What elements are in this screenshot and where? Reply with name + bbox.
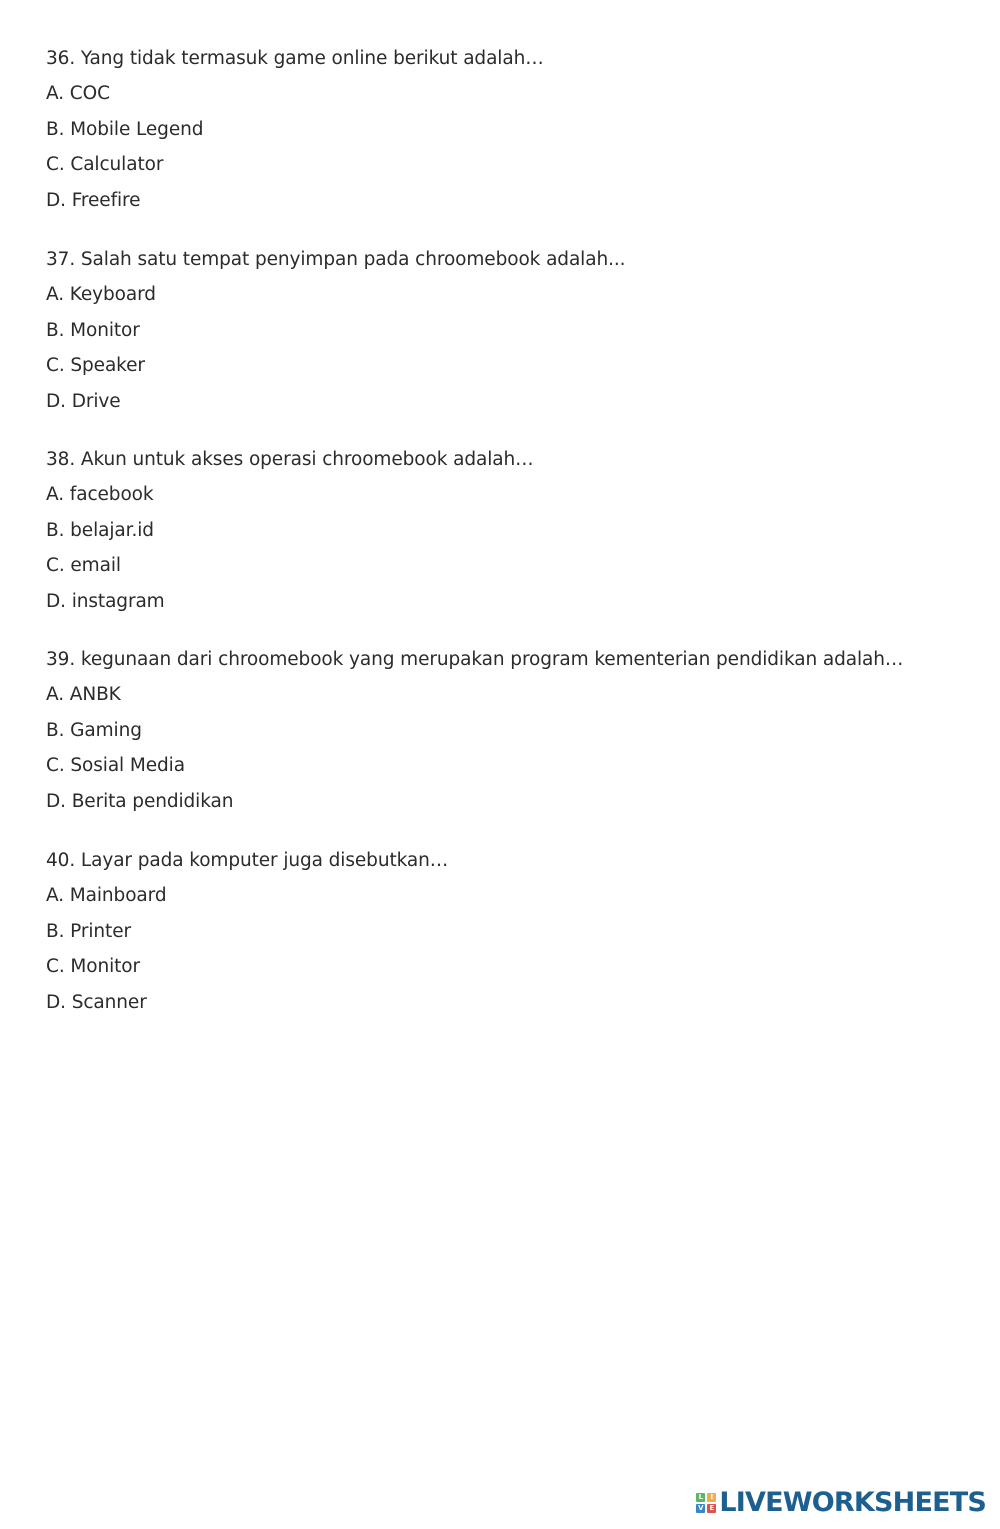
logo-mark-l: L [696, 1493, 705, 1502]
question-text: 40. Layar pada komputer juga disebutkan… [46, 850, 449, 871]
liveworksheets-logo-icon [696, 1493, 716, 1513]
option-a[interactable]: A. ANBK [46, 684, 121, 705]
option-b[interactable]: B. belajar.id [46, 520, 154, 541]
logo-mark-e: E [707, 1504, 716, 1513]
option-a[interactable]: A. facebook [46, 484, 154, 505]
option-b[interactable]: B. Monitor [46, 320, 140, 341]
option-b[interactable]: B. Mobile Legend [46, 119, 204, 140]
option-d[interactable]: D. Scanner [46, 992, 147, 1013]
option-c[interactable]: C. Monitor [46, 956, 141, 977]
logo-text: LIVEWORKSHEETS [719, 1487, 986, 1518]
logo-mark-v: V [698, 1504, 704, 1512]
question-text: 37. Salah satu tempat penyimpan pada chroomebook adalah... [46, 249, 626, 270]
logo-mark-i: I [707, 1493, 716, 1502]
option-c[interactable]: C. Speaker [46, 355, 145, 376]
option-d[interactable]: D. Drive [46, 391, 121, 412]
question-text: 36. Yang tidak termasuk game online berikut adalah… [46, 48, 544, 69]
option-c[interactable]: C. email [46, 555, 121, 576]
liveworksheets-logo [696, 1487, 986, 1519]
option-d[interactable]: D. instagram [46, 591, 165, 612]
option-d[interactable]: D. Berita pendidikan [46, 791, 234, 812]
option-a[interactable]: A. Mainboard [46, 885, 167, 906]
option-c[interactable]: C. Calculator [46, 154, 164, 175]
option-a[interactable]: A. COC [46, 83, 110, 104]
question-text: 39. kegunaan dari chroomebook yang merupakan program kementerian pendidikan adalah… [46, 649, 904, 670]
question-text: 38. Akun untuk akses operasi chroomebook adalah… [46, 449, 534, 470]
option-b[interactable]: B. Gaming [46, 720, 142, 741]
option-c[interactable]: C. Sosial Media [46, 755, 185, 776]
option-d[interactable]: D. Freefire [46, 190, 141, 211]
option-a[interactable]: A. Keyboard [46, 284, 156, 305]
option-b[interactable]: B. Printer [46, 921, 131, 942]
